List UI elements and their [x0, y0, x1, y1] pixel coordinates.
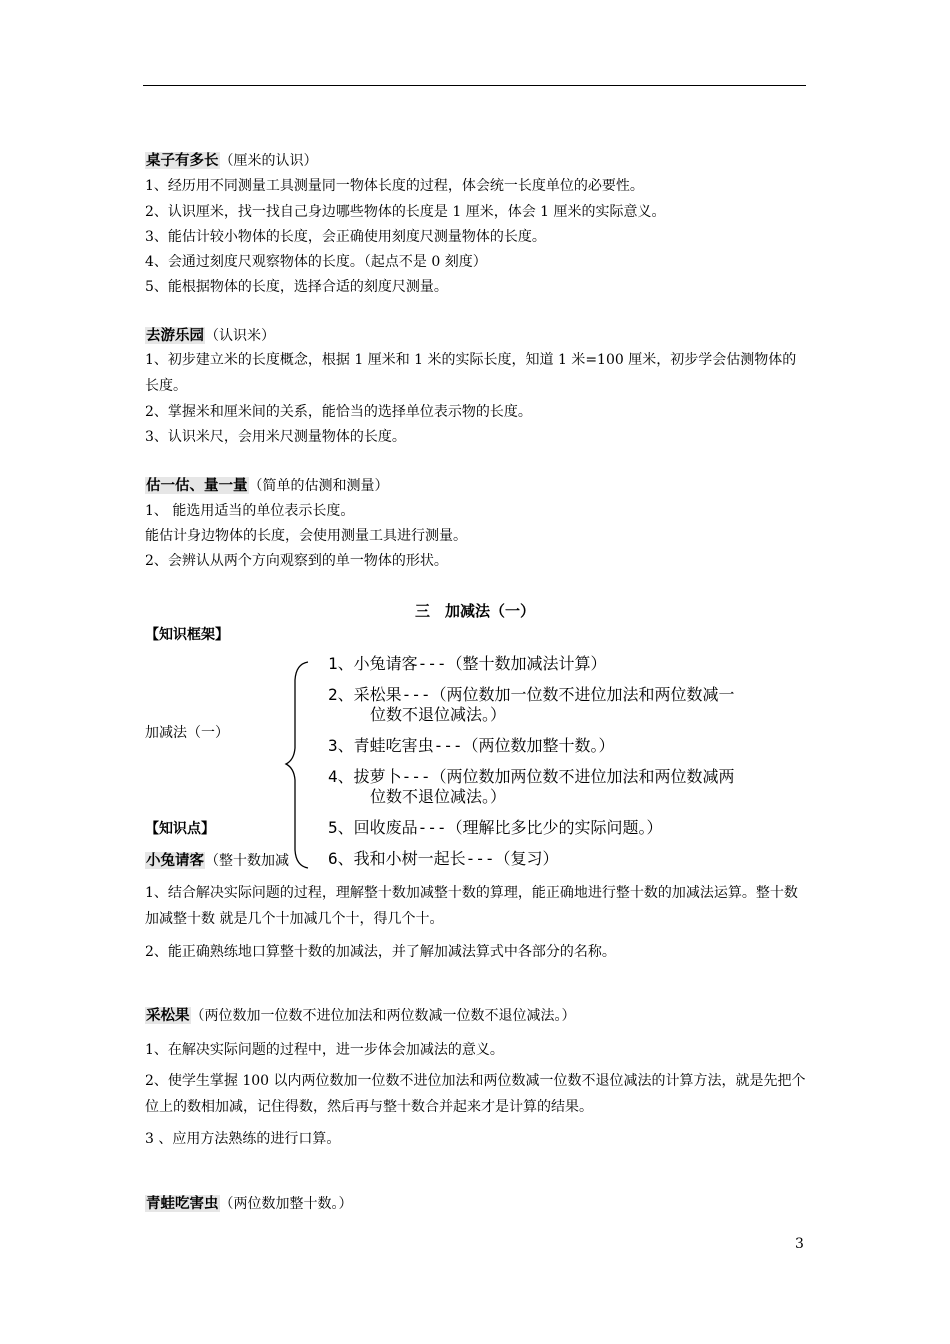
section-title: 桌子有多长 [146, 152, 219, 169]
section-subtitle: （两位数加一位数不进位加法和两位数减一位数不退位减法。） [190, 1008, 576, 1024]
framework-item: 3、青蛙吃害虫---（两位数加整十数。） [328, 736, 615, 755]
framework-root-label: 加减法（一） [145, 725, 229, 741]
section-heading [145, 152, 318, 170]
framework-item: 2、采松果---（两位数加一位数不进位加法和两位数减一 [328, 685, 735, 704]
list-item: 5、能根据物体的长度，选择合适的刻度尺测量。 [145, 279, 448, 295]
section-subtitle: （厘米的认识） [219, 153, 318, 169]
section-subtitle: （两位数加整十数。） [219, 1196, 353, 1212]
list-item: 3、能估计较小物体的长度，会正确使用刻度尺测量物体的长度。 [145, 229, 546, 245]
list-item: 1、经历用不同测量工具测量同一物体长度的过程，体会统一长度单位的必要性。 [145, 178, 644, 194]
section-heading [145, 477, 389, 495]
list-item: 1、结合解决实际问题的过程，理解整十数加减整十数的算理，能正确地进行整十数的加减法运算。整十数加减整十数 就是几个十加减几个十，得几个十。 [145, 885, 798, 927]
framework-item-continuation: 位数不退位减法。） [370, 705, 507, 724]
section-subtitle: （认识米） [205, 328, 275, 344]
framework-heading: 【知识框架】 [145, 627, 229, 643]
framework-item: 6、我和小树一起长---（复习） [328, 849, 559, 868]
list-item: 1、 能选用适当的单位表示长度。 [145, 503, 355, 519]
chapter-title: 三 加减法（一） [414, 602, 535, 620]
list-item: 2、使学生掌握 100 以内两位数加一位数不进位加法和两位数减一位数不退位减法的计算方法，就是先把个位上的数相加减，记住得数，然后再与整十数合并起来才是计算的结果。 [145, 1073, 806, 1115]
list-item: 2、掌握米和厘米间的关系，能恰当的选择单位表示物的长度。 [145, 404, 532, 420]
framework-item: 4、拔萝卜---（两位数加两位数不进位加法和两位数减两 [328, 767, 735, 786]
section-title: 小兔请客 [146, 852, 204, 869]
list-item: 1、初步建立米的长度概念，根据 1 厘米和 1 米的实际长度，知道 1 米=100 厘米，初步学会估测物体的长度。 [145, 352, 797, 394]
points-heading: 【知识点】 [145, 821, 215, 837]
section-title: 青蛙吃害虫 [146, 1195, 219, 1212]
header-rule [143, 85, 806, 86]
framework-item-continuation: 位数不退位减法。） [370, 787, 507, 806]
framework-item: 1、小兔请客---（整十数加减法计算） [328, 654, 607, 673]
section-heading [145, 1195, 353, 1213]
section-heading [145, 327, 275, 345]
section-heading [145, 1007, 576, 1025]
section-title: 去游乐园 [146, 327, 204, 344]
left-brace-icon [282, 660, 312, 870]
list-item: 1、在解决实际问题的过程中，进一步体会加减法的意义。 [145, 1042, 504, 1058]
list-item: 3 、应用方法熟练的进行口算。 [145, 1131, 341, 1147]
list-item: 3、认识米尺，会用米尺测量物体的长度。 [145, 429, 406, 445]
list-item: 能估计身边物体的长度，会使用测量工具进行测量。 [145, 528, 467, 544]
list-item: 4、会通过刻度尺观察物体的长度。（起点不是 0 刻度） [145, 254, 487, 270]
section-heading [145, 852, 317, 870]
section-subtitle: （整十数加减 [205, 853, 289, 869]
list-item: 2、认识厘米，找一找自己身边哪些物体的长度是 1 厘米，体会 1 厘米的实际意义。 [145, 204, 666, 220]
page-number: 3 [795, 1236, 804, 1252]
framework-item: 5、回收废品---（理解比多比少的实际问题。） [328, 818, 663, 837]
section-title: 采松果 [146, 1007, 190, 1024]
section-title: 估一估、量一量 [146, 477, 248, 494]
section-subtitle: （简单的估测和测量） [248, 478, 389, 494]
list-item: 2、能正确熟练地口算整十数的加减法，并了解加减法算式中各部分的名称。 [145, 944, 616, 960]
list-item: 2、会辨认从两个方向观察到的单一物体的形状。 [145, 553, 448, 569]
